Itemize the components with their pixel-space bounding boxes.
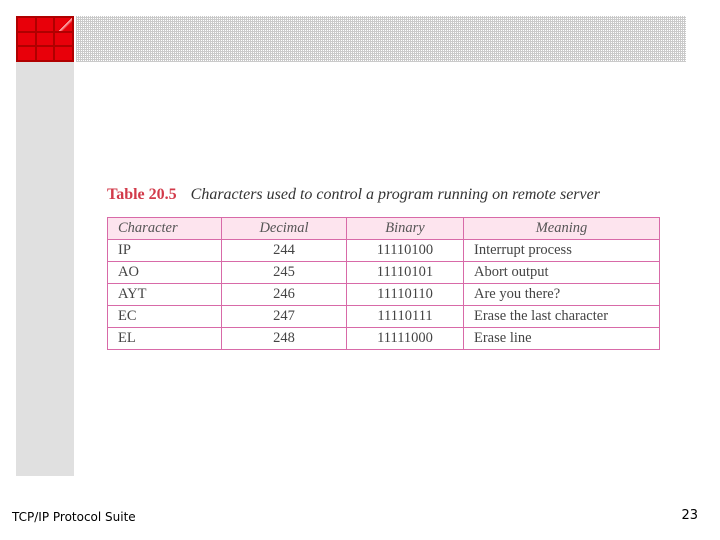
header-pattern-band: [76, 16, 686, 62]
table-number: Table 20.5: [107, 186, 177, 203]
cell-binary: 11110111: [347, 306, 464, 328]
table-row: [108, 284, 660, 306]
cell-character: IP: [108, 240, 222, 262]
table-caption: [107, 186, 667, 204]
cell-meaning: Interrupt process: [464, 240, 660, 262]
footer-title: TCP/IP Protocol Suite: [12, 510, 136, 524]
table-title: Characters used to control a program running on remote server: [190, 186, 600, 203]
cell-binary: 11110110: [347, 284, 464, 306]
cell-binary: 11110100: [347, 240, 464, 262]
cell-meaning: Erase the last character: [464, 306, 660, 328]
grid-logo-icon: [16, 16, 74, 62]
cell-meaning: Are you there?: [464, 284, 660, 306]
cell-binary: 11110101: [347, 262, 464, 284]
cell-decimal: 246: [222, 284, 347, 306]
left-sidebar-band: [16, 16, 74, 476]
cell-character: EL: [108, 328, 222, 350]
cell-character: AYT: [108, 284, 222, 306]
page-number: 23: [681, 508, 698, 523]
header-meaning: Meaning: [464, 218, 660, 240]
cell-decimal: 247: [222, 306, 347, 328]
table-row: [108, 262, 660, 284]
table-row: [108, 328, 660, 350]
table-row: [108, 240, 660, 262]
cell-decimal: 244: [222, 240, 347, 262]
cell-character: EC: [108, 306, 222, 328]
cell-meaning: Erase line: [464, 328, 660, 350]
cell-character: AO: [108, 262, 222, 284]
header-character: Character: [108, 218, 222, 240]
cell-decimal: 245: [222, 262, 347, 284]
header-binary: Binary: [347, 218, 464, 240]
cell-binary: 11111000: [347, 328, 464, 350]
cell-decimal: 248: [222, 328, 347, 350]
cell-meaning: Abort output: [464, 262, 660, 284]
header-decimal: Decimal: [222, 218, 347, 240]
table-header-row: [108, 218, 660, 240]
table-row: [108, 306, 660, 328]
control-characters-table: [107, 217, 660, 350]
